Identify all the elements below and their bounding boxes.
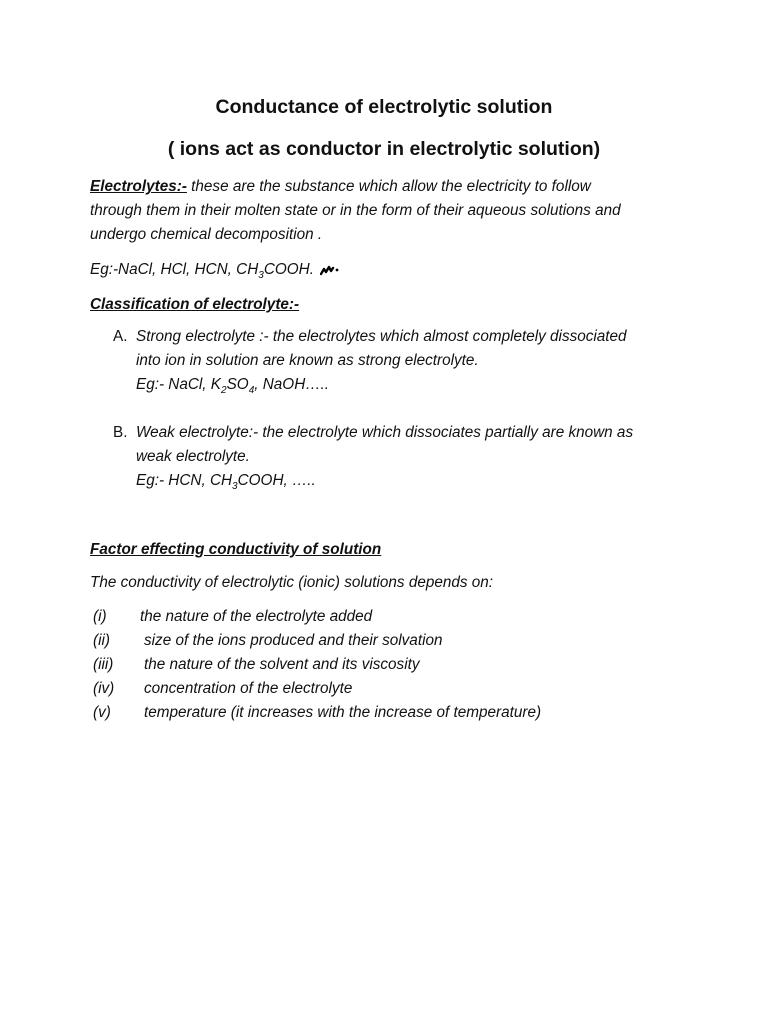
list-item-line-1: Strong electrolyte :- the electrolytes which almost completely dissociated bbox=[136, 328, 627, 345]
factor-item bbox=[93, 629, 693, 653]
factor-item bbox=[93, 605, 693, 629]
definition-heading: Electrolytes:- bbox=[90, 178, 187, 195]
handwritten-scribble bbox=[320, 264, 340, 276]
factor-text: temperature (it increases with the increase of temperature) bbox=[144, 704, 542, 721]
list-item-line-1: Weak electrolyte:- the electrolyte which dissociates partially are known as bbox=[136, 424, 634, 441]
factors-heading: Factor effecting conductivity of solution bbox=[90, 541, 382, 558]
example-line bbox=[90, 258, 690, 288]
example-suffix: COOH. bbox=[263, 261, 314, 278]
page-title: Conductance of electrolytic solution bbox=[215, 96, 553, 118]
definition-text-1: these are the substance which allow the electricity to follow bbox=[186, 178, 591, 195]
definition-line-1 bbox=[90, 175, 690, 199]
factor-item bbox=[93, 677, 693, 701]
example-prefix: Eg:-NaCl, HCl, HCN, CH bbox=[90, 261, 259, 278]
factor-number: (iv) bbox=[93, 680, 115, 697]
factor-number: (i) bbox=[93, 608, 107, 625]
factor-text: size of the ions produced and their solvation bbox=[144, 632, 443, 649]
classification-heading: Classification of electrolyte:- bbox=[90, 296, 300, 313]
factors-intro: The conductivity of electrolytic (ionic) solutions depends on: bbox=[90, 574, 494, 591]
factor-number: (v) bbox=[93, 704, 111, 721]
list-marker: B. bbox=[113, 424, 128, 441]
definition-line-3: undergo chemical decomposition . bbox=[90, 226, 323, 243]
factor-number: (ii) bbox=[93, 632, 110, 649]
factor-text: the nature of the electrolyte added bbox=[140, 608, 373, 625]
definition-line-2: through them in their molten state or in the form of their aqueous solutions and bbox=[90, 202, 621, 219]
factor-item bbox=[93, 653, 693, 677]
list-item-line-2: weak electrolyte. bbox=[136, 448, 250, 465]
list-item-example: Eg:- HCN, $CH_3COOH$, ….. bbox=[136, 472, 316, 493]
definition-paragraph bbox=[90, 175, 690, 247]
factor-item bbox=[93, 701, 693, 725]
factor-text: concentration of the electrolyte bbox=[144, 680, 353, 697]
list-marker: A. bbox=[113, 328, 128, 345]
example-subscript: 3 bbox=[258, 270, 264, 282]
page-subtitle: ( ions act as conductor in electrolytic solution) bbox=[167, 138, 601, 160]
factor-text: the nature of the solvent and its viscosity bbox=[144, 656, 420, 673]
list-item-line-2: into ion in solution are known as strong electrolyte. bbox=[136, 352, 479, 369]
list-item-example: Eg:- NaCl, $K_2SO_4$, NaOH….. bbox=[136, 376, 330, 397]
factor-number: (iii) bbox=[93, 656, 114, 673]
